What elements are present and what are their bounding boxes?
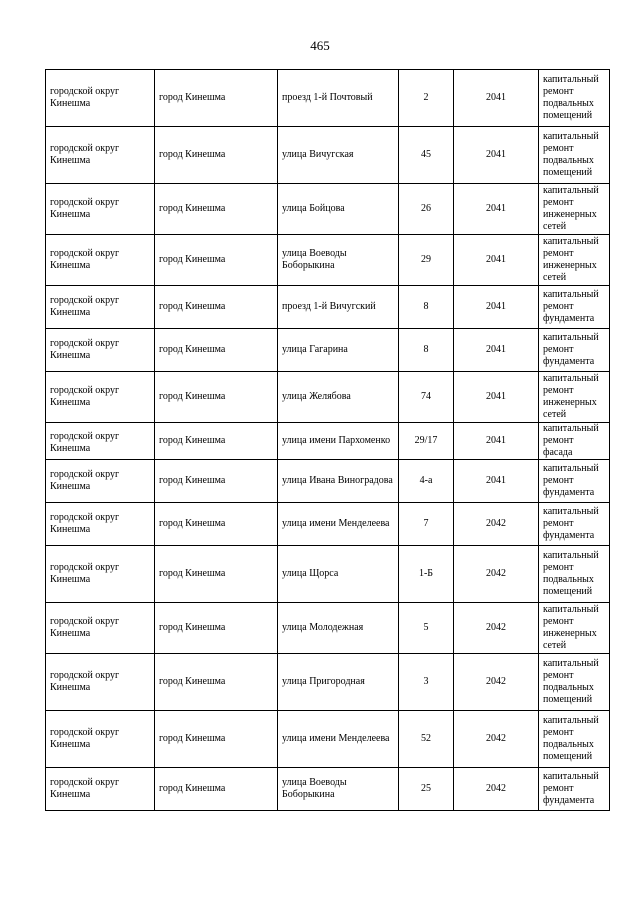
table-row bbox=[46, 70, 610, 127]
table-row bbox=[46, 768, 610, 811]
cell-work: капитальный ремонт фундамента bbox=[539, 286, 610, 329]
cell-gorod: город Кинешма bbox=[155, 329, 278, 372]
cell-year: 2042 bbox=[454, 546, 539, 603]
cell-gorod: город Кинешма bbox=[155, 603, 278, 654]
cell-house: 29 bbox=[399, 235, 454, 286]
table-row bbox=[46, 127, 610, 184]
cell-year: 2041 bbox=[454, 235, 539, 286]
cell-year: 2041 bbox=[454, 423, 539, 460]
cell-work: капитальный ремонт подвальных помещений bbox=[539, 654, 610, 711]
cell-okrug: городской округ Кинешма bbox=[46, 654, 155, 711]
table-row bbox=[46, 711, 610, 768]
repair-registry-table bbox=[45, 69, 610, 811]
cell-year: 2042 bbox=[454, 654, 539, 711]
cell-year: 2041 bbox=[454, 184, 539, 235]
cell-okrug: городской округ Кинешма bbox=[46, 70, 155, 127]
cell-gorod: город Кинешма bbox=[155, 460, 278, 503]
cell-okrug: городской округ Кинешма bbox=[46, 711, 155, 768]
cell-gorod: город Кинешма bbox=[155, 503, 278, 546]
cell-work: капитальный ремонт фундамента bbox=[539, 329, 610, 372]
table-row bbox=[46, 423, 610, 460]
table-row bbox=[46, 460, 610, 503]
cell-work: капитальный ремонт инженерных сетей bbox=[539, 184, 610, 235]
cell-okrug: городской округ Кинешма bbox=[46, 286, 155, 329]
cell-gorod: город Кинешма bbox=[155, 423, 278, 460]
cell-year: 2041 bbox=[454, 127, 539, 184]
cell-gorod: город Кинешма bbox=[155, 546, 278, 603]
cell-okrug: городской округ Кинешма bbox=[46, 460, 155, 503]
cell-year: 2041 bbox=[454, 460, 539, 503]
cell-street: улица Бойцова bbox=[278, 184, 399, 235]
cell-street: проезд 1-й Вичугский bbox=[278, 286, 399, 329]
cell-year: 2042 bbox=[454, 603, 539, 654]
cell-okrug: городской округ Кинешма bbox=[46, 372, 155, 423]
cell-okrug: городской округ Кинешма bbox=[46, 503, 155, 546]
cell-street: проезд 1-й Почтовый bbox=[278, 70, 399, 127]
cell-street: улица Воеводы Боборыкина bbox=[278, 768, 399, 811]
cell-gorod: город Кинешма bbox=[155, 127, 278, 184]
cell-street: улица имени Менделеева bbox=[278, 711, 399, 768]
cell-year: 2041 bbox=[454, 286, 539, 329]
cell-year: 2042 bbox=[454, 503, 539, 546]
cell-okrug: городской округ Кинешма bbox=[46, 768, 155, 811]
cell-year: 2041 bbox=[454, 329, 539, 372]
cell-gorod: город Кинешма bbox=[155, 70, 278, 127]
cell-year: 2041 bbox=[454, 372, 539, 423]
cell-work: капитальный ремонт фундамента bbox=[539, 503, 610, 546]
cell-street: улица имени Пархоменко bbox=[278, 423, 399, 460]
cell-work: капитальный ремонт подвальных помещений bbox=[539, 70, 610, 127]
cell-house: 52 bbox=[399, 711, 454, 768]
cell-okrug: городской округ Кинешма bbox=[46, 546, 155, 603]
cell-okrug: городской округ Кинешма bbox=[46, 603, 155, 654]
table-row bbox=[46, 329, 610, 372]
cell-house: 8 bbox=[399, 329, 454, 372]
cell-street: улица Пригородная bbox=[278, 654, 399, 711]
cell-gorod: город Кинешма bbox=[155, 235, 278, 286]
cell-house: 45 bbox=[399, 127, 454, 184]
cell-work: капитальный ремонт инженерных сетей bbox=[539, 603, 610, 654]
table-row bbox=[46, 603, 610, 654]
cell-house: 25 bbox=[399, 768, 454, 811]
cell-street: улица Воеводы Боборыкина bbox=[278, 235, 399, 286]
cell-house: 2 bbox=[399, 70, 454, 127]
cell-work: капитальный ремонт инженерных сетей bbox=[539, 372, 610, 423]
cell-work: капитальный ремонт фундамента bbox=[539, 460, 610, 503]
cell-year: 2041 bbox=[454, 70, 539, 127]
cell-house: 7 bbox=[399, 503, 454, 546]
page-number: 465 bbox=[310, 38, 330, 53]
cell-house: 5 bbox=[399, 603, 454, 654]
cell-gorod: город Кинешма bbox=[155, 372, 278, 423]
cell-house: 26 bbox=[399, 184, 454, 235]
cell-house: 74 bbox=[399, 372, 454, 423]
cell-okrug: городской округ Кинешма bbox=[46, 423, 155, 460]
cell-street: улица Ивана Виноградова bbox=[278, 460, 399, 503]
cell-gorod: город Кинешма bbox=[155, 184, 278, 235]
cell-okrug: городской округ Кинешма bbox=[46, 329, 155, 372]
table-row bbox=[46, 286, 610, 329]
cell-street: улица Гагарина bbox=[278, 329, 399, 372]
table-row bbox=[46, 546, 610, 603]
cell-work: капитальный ремонт инженерных сетей bbox=[539, 235, 610, 286]
cell-gorod: город Кинешма bbox=[155, 654, 278, 711]
cell-house: 4-а bbox=[399, 460, 454, 503]
cell-street: улица имени Менделеева bbox=[278, 503, 399, 546]
table-row bbox=[46, 184, 610, 235]
cell-house: 3 bbox=[399, 654, 454, 711]
table-row bbox=[46, 503, 610, 546]
cell-street: улица Желябова bbox=[278, 372, 399, 423]
cell-gorod: город Кинешма bbox=[155, 286, 278, 329]
cell-street: улица Щорса bbox=[278, 546, 399, 603]
cell-work: капитальный ремонт подвальных помещений bbox=[539, 127, 610, 184]
table-row bbox=[46, 654, 610, 711]
cell-work: капитальный ремонт фундамента bbox=[539, 768, 610, 811]
table-row bbox=[46, 235, 610, 286]
cell-okrug: городской округ Кинешма bbox=[46, 127, 155, 184]
cell-house: 8 bbox=[399, 286, 454, 329]
cell-house: 1-Б bbox=[399, 546, 454, 603]
cell-work: капитальный ремонт фасада bbox=[539, 423, 610, 460]
cell-house: 29/17 bbox=[399, 423, 454, 460]
cell-okrug: городской округ Кинешма bbox=[46, 235, 155, 286]
table-row bbox=[46, 372, 610, 423]
cell-okrug: городской округ Кинешма bbox=[46, 184, 155, 235]
cell-street: улица Молодежная bbox=[278, 603, 399, 654]
cell-work: капитальный ремонт подвальных помещений bbox=[539, 711, 610, 768]
cell-year: 2042 bbox=[454, 711, 539, 768]
cell-street: улица Вичугская bbox=[278, 127, 399, 184]
cell-year: 2042 bbox=[454, 768, 539, 811]
cell-gorod: город Кинешма bbox=[155, 711, 278, 768]
cell-gorod: город Кинешма bbox=[155, 768, 278, 811]
cell-work: капитальный ремонт подвальных помещений bbox=[539, 546, 610, 603]
